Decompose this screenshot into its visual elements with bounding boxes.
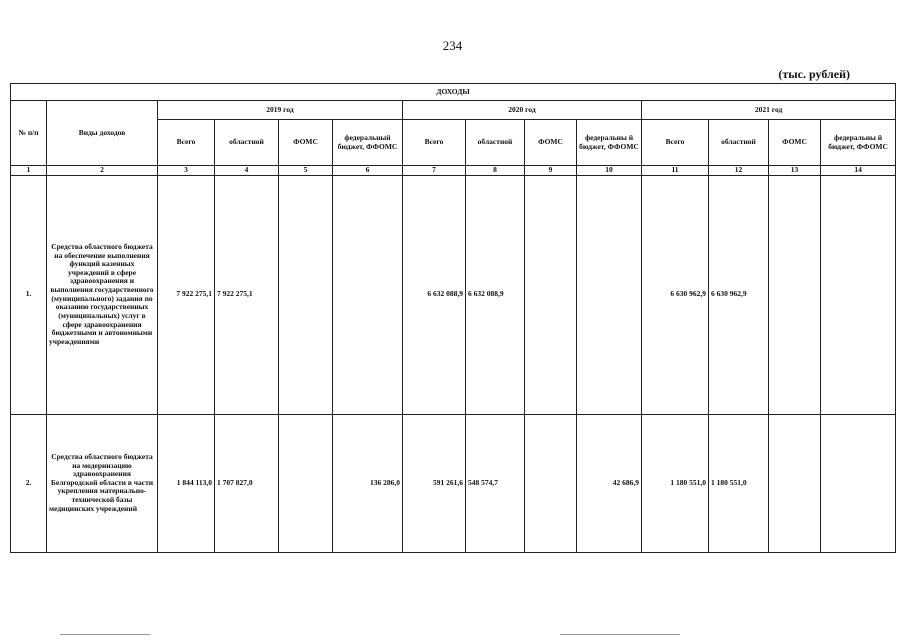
- subheader-federal: федеральны й бюджет, ФФОМС: [577, 120, 642, 166]
- column-number: 8: [466, 166, 525, 176]
- subheader-foms: ФОМС: [769, 120, 821, 166]
- column-number: 3: [158, 166, 215, 176]
- subheader-regional: областной: [215, 120, 279, 166]
- header-year-2021: 2021 год: [642, 101, 896, 120]
- cell-2021-federal: [821, 175, 896, 414]
- subheader-regional: областной: [466, 120, 525, 166]
- header-income-type: Виды доходов: [47, 101, 158, 166]
- subheader-total: Всего: [403, 120, 466, 166]
- cell-2020-total: 591 261,6: [403, 414, 466, 552]
- column-number: 11: [642, 166, 709, 176]
- subheader-total: Всего: [158, 120, 215, 166]
- header-num: № п/п: [11, 101, 47, 166]
- column-numbers-row: [11, 166, 896, 176]
- cell-2021-total: 6 630 962,9: [642, 175, 709, 414]
- cell-2019-regional: 7 922 275,1: [215, 175, 279, 414]
- scan-edge-line: [560, 634, 680, 635]
- income-type-description: Средства областного бюджета на обеспечение выполнения функций казенных учреждений в сфере здравоохранения и выполнения государственного (муниципального) задания по оказанию государственных (муниципальных) услуг в сфере здравоохранения бюджетными и автономными учреждениями: [47, 175, 158, 414]
- cell-2019-total: 1 844 113,0: [158, 414, 215, 552]
- column-number: 4: [215, 166, 279, 176]
- column-number: 7: [403, 166, 466, 176]
- subheader-total: Всего: [642, 120, 709, 166]
- cell-2020-federal: 42 686,9: [577, 414, 642, 552]
- cell-2019-foms: [279, 414, 333, 552]
- income-table: [10, 83, 896, 553]
- cell-2021-regional: 1 180 551,0: [709, 414, 769, 552]
- cell-2020-total: 6 632 088,9: [403, 175, 466, 414]
- cell-2019-foms: [279, 175, 333, 414]
- cell-2020-regional: 548 574,7: [466, 414, 525, 552]
- header-year-2020: 2020 год: [403, 101, 642, 120]
- column-number: 6: [333, 166, 403, 176]
- cell-2019-federal: [333, 175, 403, 414]
- column-number: 2: [47, 166, 158, 176]
- cell-2021-total: 1 180 551,0: [642, 414, 709, 552]
- column-number: 14: [821, 166, 896, 176]
- income-type-description: Средства областного бюджета на модернизацию здравоохранения Белгородской области в части укрепления материально-технической базы медицинских учреждений: [47, 414, 158, 552]
- table-row: [11, 414, 896, 552]
- column-number: 10: [577, 166, 642, 176]
- column-number: 9: [525, 166, 577, 176]
- cell-2019-total: 7 922 275,1: [158, 175, 215, 414]
- cell-2021-foms: [769, 414, 821, 552]
- cell-2021-foms: [769, 175, 821, 414]
- page-number: 234: [442, 38, 463, 53]
- cell-2019-federal: 136 286,0: [333, 414, 403, 552]
- cell-2020-foms: [525, 414, 577, 552]
- table-row: [11, 175, 896, 414]
- scan-edge-line: [60, 634, 150, 635]
- subheader-foms: ФОМС: [525, 120, 577, 166]
- row-number: 2.: [11, 414, 47, 552]
- subheader-foms: ФОМС: [279, 120, 333, 166]
- column-number: 12: [709, 166, 769, 176]
- column-number: 1: [11, 166, 47, 176]
- cell-2019-regional: 1 707 827,0: [215, 414, 279, 552]
- row-number: 1.: [11, 175, 47, 414]
- table-title: ДОХОДЫ: [11, 84, 896, 101]
- column-number: 5: [279, 166, 333, 176]
- cell-2020-federal: [577, 175, 642, 414]
- cell-2021-regional: 6 630 962,9: [709, 175, 769, 414]
- subheader-federal: федеральны й бюджет, ФФОМС: [821, 120, 896, 166]
- subheader-federal: федеральный бюджет, ФФОМС: [333, 120, 403, 166]
- header-year-2019: 2019 год: [158, 101, 403, 120]
- cell-2020-regional: 6 632 088,9: [466, 175, 525, 414]
- units-label: (тыс. рублей): [778, 67, 850, 81]
- cell-2021-federal: [821, 414, 896, 552]
- cell-2020-foms: [525, 175, 577, 414]
- subheader-regional: областной: [709, 120, 769, 166]
- column-number: 13: [769, 166, 821, 176]
